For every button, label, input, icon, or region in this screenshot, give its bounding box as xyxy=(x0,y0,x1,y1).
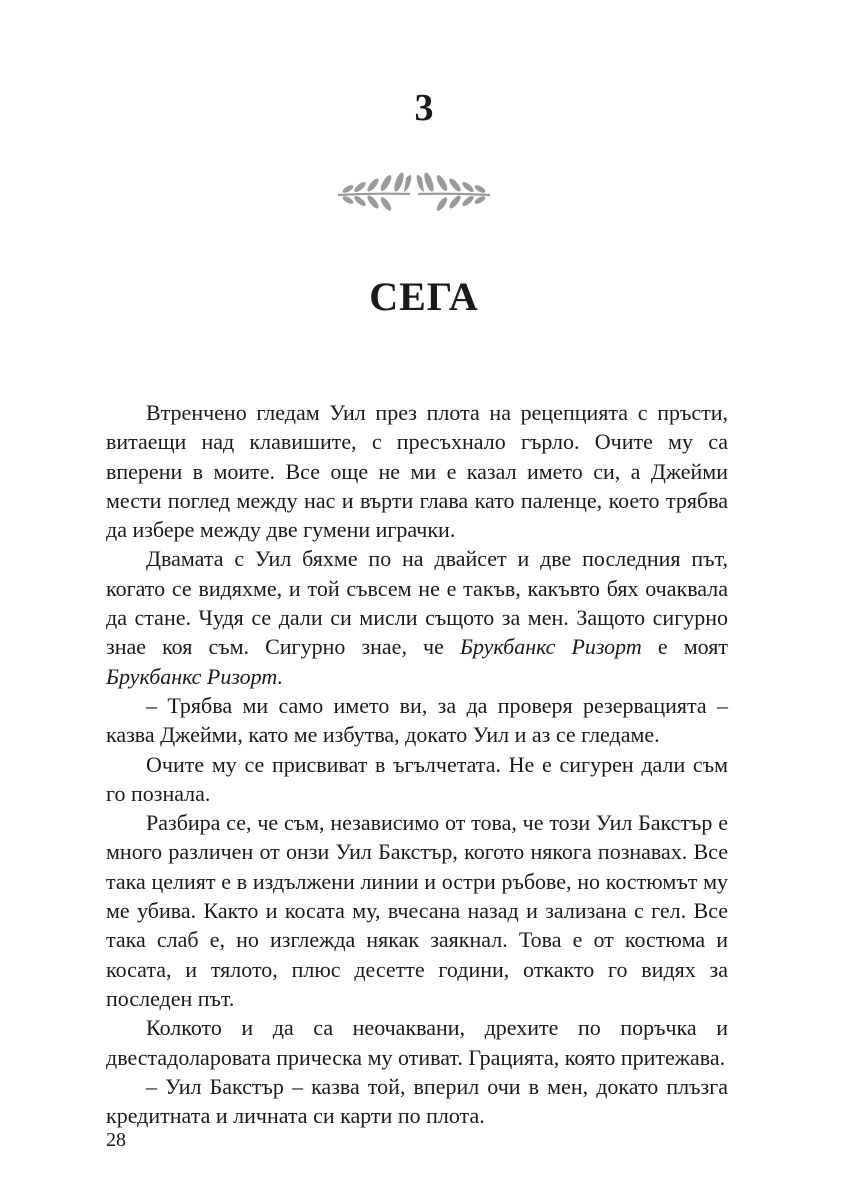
chapter-body xyxy=(106,398,728,1130)
chapter-title: СЕГА xyxy=(369,274,479,319)
paragraph: – Уил Бакстър – казва той, вперил очи в мен, докато плъзга кредитната и личната си карти по плота. xyxy=(106,1073,728,1129)
paragraph-text: е моят xyxy=(641,634,728,660)
italic-resort-name: Брукбанкс Ризорт xyxy=(459,634,642,660)
chapter-number: 3 xyxy=(414,87,434,129)
paragraph: Очите му се присвиват в ъгълчетата. Не е сигурен дали съм го познала. xyxy=(106,751,728,806)
paragraph xyxy=(106,544,728,690)
paragraph: Разбира се, че съм, независимо от това, че този Уил Бакстър е много различен от онзи Уил Бакстър, когото някога познавах. Все така целият е в издължени линии и остри ръбове, но костюмът му ме убива. Както и косата му, вчесана назад и зализана с гел. Все така слаб е, но изглежда някак заякнал. Това е от костюма и косата, и тялото, плюс десетте години, откакто го видях за последен път. xyxy=(106,810,728,1011)
paragraph: – Трябва ми само името ви, за да проверя резервацията – казва Джейми, като ме избутва, докато Уил и аз се гледаме. xyxy=(106,692,728,748)
laurel-ornament-icon xyxy=(334,168,494,214)
paragraph-text: Двамата с Уил бяхме по на двайсет и две последния път, когато се видяхме, и той съвсем не е такъв, какъвто бях очаквала да стане. Чудя се дали си мисли същото за мен. Защото сигурно знае коя съм. Сигурно знае, че xyxy=(106,546,728,660)
paragraph: Колкото и да са неочаквани, дрехите по поръчка и двестадоларовата прическа му отиват. Грацията, която притежава. xyxy=(106,1015,728,1070)
page-number: 28 xyxy=(106,1129,126,1151)
paragraph: Втренчено гледам Уил през плота на рецепцията с пръсти, витаещи над клавишите, с пресъхнало гърло. Очите му са вперени в моите. Все още не ми е казал името си, а Джейми мести поглед между нас и върти глава като паленце, което трябва да избере между две гумени играчки. xyxy=(106,400,728,543)
italic-resort-name: Брукбанкс Ризорт. xyxy=(106,663,283,689)
